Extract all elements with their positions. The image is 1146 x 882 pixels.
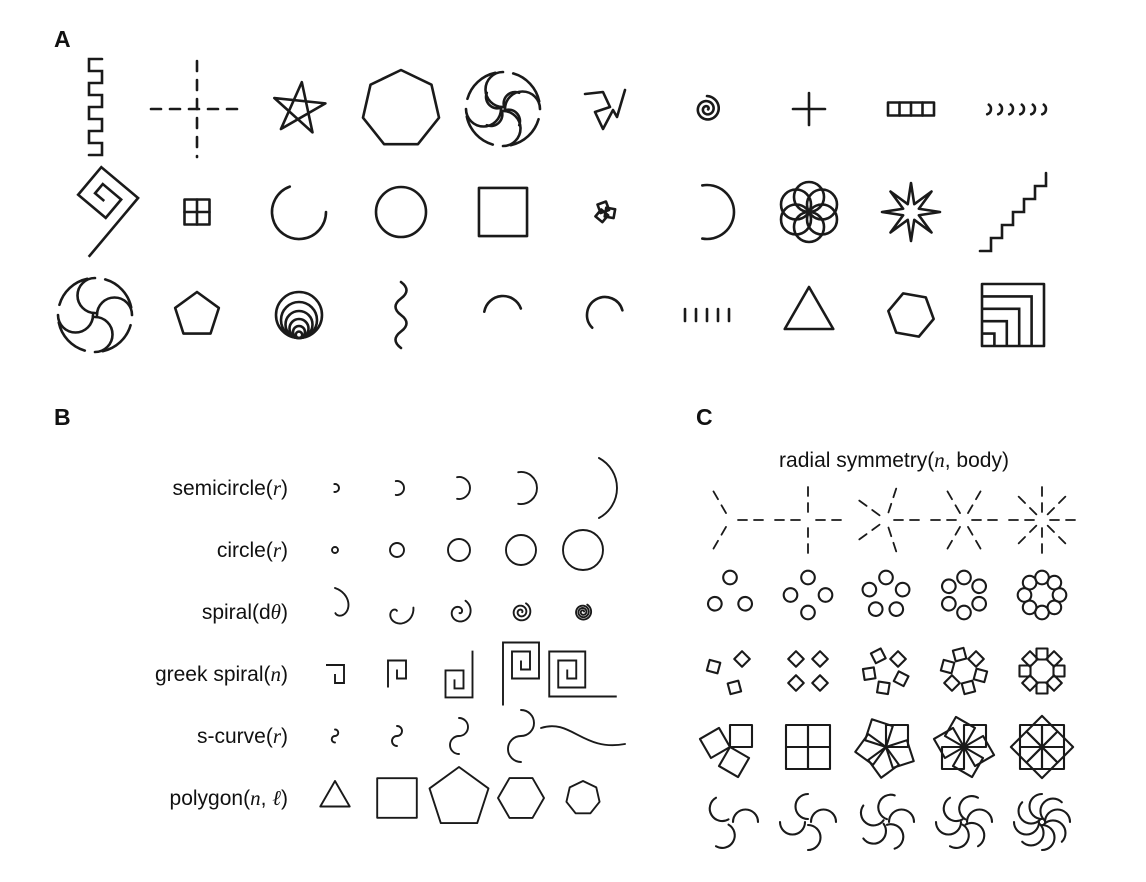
label-text: ) (281, 476, 288, 500)
square (452, 160, 554, 263)
c-big-squares-n5 (847, 709, 925, 785)
b-spiral-5 (552, 581, 614, 643)
c-circles-n4 (769, 558, 847, 634)
label-text: ) (281, 724, 288, 748)
b-greek-spiral-3-drawing (428, 643, 490, 705)
b-circle-4-drawing (490, 519, 552, 581)
b-spiral-2-drawing (366, 581, 428, 643)
c-dashed-line-n5 (847, 482, 925, 558)
window-square (146, 160, 248, 263)
math-var: r (272, 537, 281, 562)
c-big-squares-n4-drawing (771, 710, 845, 784)
c-big-squares-n6 (925, 709, 1003, 785)
c-arc-arms-n8 (1003, 784, 1081, 860)
comma-row (962, 57, 1064, 160)
c-dashed-line-n4 (769, 482, 847, 558)
c-dashed-line-n6 (925, 482, 1003, 558)
small-cluster-drawing (555, 162, 655, 262)
b-greek-spiral-1 (304, 643, 366, 705)
c-arc-arms-n3-drawing (693, 785, 767, 859)
c-arc-arms-n6-drawing (927, 785, 1001, 859)
b-s-curve-4 (490, 705, 552, 767)
c-dashed-line-n8-drawing (1005, 483, 1079, 557)
small-arc-hook-drawing (555, 265, 655, 365)
b-s-curve-3 (428, 705, 490, 767)
math-var: θ (270, 599, 281, 624)
panel-c-label: C (696, 404, 713, 430)
b-semicircle-5 (552, 457, 614, 519)
label-text: , (260, 786, 273, 810)
b-circle-3 (428, 519, 490, 581)
small-spiral (656, 57, 758, 160)
nested-corners (962, 263, 1064, 366)
b-spiral-4-drawing (490, 581, 552, 643)
b-row-s-curve (30, 705, 660, 767)
c-dashed-line-n3 (691, 482, 769, 558)
swirl-pinwheel (44, 263, 146, 366)
math-var: r (272, 723, 281, 748)
b-s-curve-5-drawing (552, 705, 614, 767)
triangle (758, 263, 860, 366)
c-circles-n6 (925, 558, 1003, 634)
label-text: ) (281, 786, 288, 810)
small-arc-up (452, 263, 554, 366)
b-s-curve-5 (552, 705, 614, 767)
b-semicircle-2 (366, 457, 428, 519)
b-spiral-4 (490, 581, 552, 643)
angular-squiggle-drawing (555, 59, 655, 159)
dash-row-drawing (657, 265, 757, 365)
c-big-squares-n5-drawing (849, 710, 923, 784)
pentagon-drawing (147, 265, 247, 365)
c-small-squares-n8-drawing (1005, 634, 1079, 708)
c-arc-arms-n3 (691, 784, 769, 860)
swirl-pinwheel-drawing (45, 265, 145, 365)
b-row-spiral (30, 581, 660, 643)
wavy-line (350, 263, 452, 366)
c-circles-n5-drawing (849, 558, 923, 632)
b-polygon-1-drawing (304, 767, 366, 829)
b-semicircle-3-drawing (428, 457, 490, 519)
small-arc-hook (554, 263, 656, 366)
b-spiral-2 (366, 581, 428, 643)
b-polygon-5 (552, 767, 614, 829)
b-circle-1 (304, 519, 366, 581)
b-polygon-2-drawing (366, 767, 428, 829)
open-semicircle-drawing (657, 162, 757, 262)
five-point-star (248, 57, 350, 160)
c-small-squares-n3-drawing (693, 634, 767, 708)
label-text: radial symmetry( (779, 449, 935, 472)
b-spiral-1-drawing (304, 581, 366, 643)
circle-flower (758, 160, 860, 263)
b-row-greek-spiral (30, 643, 660, 705)
c-big-squares-n8-drawing (1005, 710, 1079, 784)
staircase-drawing (963, 162, 1063, 262)
eight-point-star (860, 160, 962, 263)
angular-squiggle (554, 57, 656, 160)
nested-circles (248, 263, 350, 366)
wavy-line-drawing (351, 265, 451, 365)
c-circles-n4-drawing (771, 558, 845, 632)
panel-a-label: A (54, 26, 71, 52)
b-s-curve-3-drawing (428, 705, 490, 767)
b-label-circle (30, 538, 304, 563)
panel-c-shape-grid (691, 482, 1081, 860)
tilted-greek-spiral (44, 160, 146, 263)
circle-drawing (351, 162, 451, 262)
b-circle-5-drawing (552, 519, 614, 581)
label-text: , (944, 449, 957, 472)
b-semicircle-1 (304, 457, 366, 519)
four-cell-bar-drawing (861, 59, 961, 159)
label-text: greek spiral( (154, 662, 271, 686)
label-text: body (956, 449, 1002, 472)
c-arc-arms-n6 (925, 784, 1003, 860)
c-arc-arms-n5 (847, 784, 925, 860)
c-curve-drawing (249, 162, 349, 262)
c-arc-arms-n4 (769, 784, 847, 860)
b-row-semicircle (30, 457, 660, 519)
b-greek-spiral-2-drawing (366, 643, 428, 705)
c-big-squares-n6-drawing (927, 710, 1001, 784)
c-dashed-line-n5-drawing (849, 483, 923, 557)
b-polygon-4-drawing (490, 767, 552, 829)
small-spiral-drawing (657, 59, 757, 159)
b-circle-4 (490, 519, 552, 581)
galaxy-swirl (452, 57, 554, 160)
panel-b-label: B (54, 404, 71, 430)
b-circle-1-drawing (304, 519, 366, 581)
c-dashed-line-n4-drawing (771, 483, 845, 557)
galaxy-swirl-drawing (453, 59, 553, 159)
nested-circles-drawing (249, 265, 349, 365)
b-label-semicircle (30, 476, 304, 501)
label-text: circle( (216, 538, 273, 562)
four-cell-bar (860, 57, 962, 160)
math-var: ℓ (272, 785, 281, 810)
b-greek-spiral-1-drawing (304, 643, 366, 705)
c-small-squares-n6-drawing (927, 634, 1001, 708)
triangle-drawing (759, 265, 859, 365)
c-small-squares-n4 (769, 633, 847, 709)
c-circles-n6-drawing (927, 558, 1001, 632)
b-greek-spiral-4 (490, 643, 552, 705)
b-semicircle-4-drawing (490, 457, 552, 519)
plus-sign (758, 57, 860, 160)
b-polygon-4 (490, 767, 552, 829)
b-label-spiral (30, 600, 304, 625)
small-arc-up-drawing (453, 265, 553, 365)
hexagon (860, 263, 962, 366)
dash-row (656, 263, 758, 366)
c-arc-arms-n5-drawing (849, 785, 923, 859)
label-text: ) (281, 600, 288, 624)
label-text: semicircle( (172, 476, 273, 500)
b-circle-2-drawing (366, 519, 428, 581)
label-text: ) (281, 538, 288, 562)
b-s-curve-1-drawing (304, 705, 366, 767)
b-greek-spiral-5 (552, 643, 614, 705)
b-semicircle-2-drawing (366, 457, 428, 519)
b-polygon-3 (428, 767, 490, 829)
c-dashed-line-n6-drawing (927, 483, 1001, 557)
c-small-squares-n5 (847, 633, 925, 709)
c-dashed-line-n8 (1003, 482, 1081, 558)
c-small-squares-n5-drawing (849, 634, 923, 708)
b-circle-2 (366, 519, 428, 581)
c-circles-n8 (1003, 558, 1081, 634)
five-point-star-drawing (249, 59, 349, 159)
nested-corners-drawing (963, 265, 1063, 365)
square-drawing (453, 162, 553, 262)
window-square-drawing (147, 162, 247, 262)
b-polygon-1 (304, 767, 366, 829)
math-var: n (270, 661, 281, 686)
staircase (962, 160, 1064, 263)
c-arc-arms-n4-drawing (771, 785, 845, 859)
square-wave-vertical (44, 57, 146, 160)
b-circle-3-drawing (428, 519, 490, 581)
math-var: n (250, 785, 261, 810)
c-small-squares-n6 (925, 633, 1003, 709)
label-text: s-curve( (196, 724, 273, 748)
small-cluster (554, 160, 656, 263)
c-circles-n8-drawing (1005, 558, 1079, 632)
comma-row-drawing (963, 59, 1063, 159)
c-dashed-line-n3-drawing (693, 483, 767, 557)
b-s-curve-4-drawing (490, 705, 552, 767)
b-spiral-5-drawing (552, 581, 614, 643)
plus-sign-drawing (759, 59, 859, 159)
eight-point-star-drawing (861, 162, 961, 262)
b-semicircle-5-drawing (552, 457, 614, 519)
b-label-s-curve (30, 724, 304, 749)
heptagon-drawing (351, 59, 451, 159)
c-small-squares-n8 (1003, 633, 1081, 709)
heptagon (350, 57, 452, 160)
c-small-squares-n4-drawing (771, 634, 845, 708)
c-big-squares-n4 (769, 709, 847, 785)
b-label-polygon (30, 786, 304, 811)
b-circle-5 (552, 519, 614, 581)
circle-flower-drawing (759, 162, 859, 262)
c-small-squares-n3 (691, 633, 769, 709)
c-big-squares-n3 (691, 709, 769, 785)
label-text: ) (281, 662, 288, 686)
b-s-curve-1 (304, 705, 366, 767)
label-text: polygon( (169, 786, 251, 810)
b-polygon-3-drawing (428, 767, 490, 829)
b-s-curve-2-drawing (366, 705, 428, 767)
b-row-circle (30, 519, 660, 581)
panel-b-rows (30, 457, 660, 829)
panel-a-shape-grid (44, 57, 1064, 366)
b-polygon-2 (366, 767, 428, 829)
label-text: ) (1001, 449, 1009, 472)
b-greek-spiral-2 (366, 643, 428, 705)
c-big-squares-n8 (1003, 709, 1081, 785)
open-semicircle (656, 160, 758, 263)
c-arc-arms-n8-drawing (1005, 785, 1079, 859)
circle (350, 160, 452, 263)
label-text: spiral(d (201, 600, 271, 624)
math-var: n (934, 448, 945, 472)
b-greek-spiral-3 (428, 643, 490, 705)
b-greek-spiral-5-drawing (552, 643, 614, 705)
b-semicircle-1-drawing (304, 457, 366, 519)
square-wave-vertical-drawing (45, 59, 145, 159)
b-s-curve-2 (366, 705, 428, 767)
b-greek-spiral-4-drawing (490, 643, 552, 705)
dashed-cross-drawing (147, 59, 247, 159)
c-curve (248, 160, 350, 263)
c-big-squares-n3-drawing (693, 710, 767, 784)
tilted-greek-spiral-drawing (45, 162, 145, 262)
b-spiral-1 (304, 581, 366, 643)
b-polygon-5-drawing (552, 767, 614, 829)
b-semicircle-4 (490, 457, 552, 519)
c-circles-n3 (691, 558, 769, 634)
panel-c-title (698, 448, 1090, 473)
c-circles-n5 (847, 558, 925, 634)
b-row-polygon (30, 767, 660, 829)
math-var: r (272, 475, 281, 500)
pentagon (146, 263, 248, 366)
b-semicircle-3 (428, 457, 490, 519)
b-spiral-3 (428, 581, 490, 643)
dashed-cross (146, 57, 248, 160)
b-spiral-3-drawing (428, 581, 490, 643)
hexagon-drawing (861, 265, 961, 365)
b-label-greek-spiral (30, 662, 304, 687)
c-circles-n3-drawing (693, 558, 767, 632)
